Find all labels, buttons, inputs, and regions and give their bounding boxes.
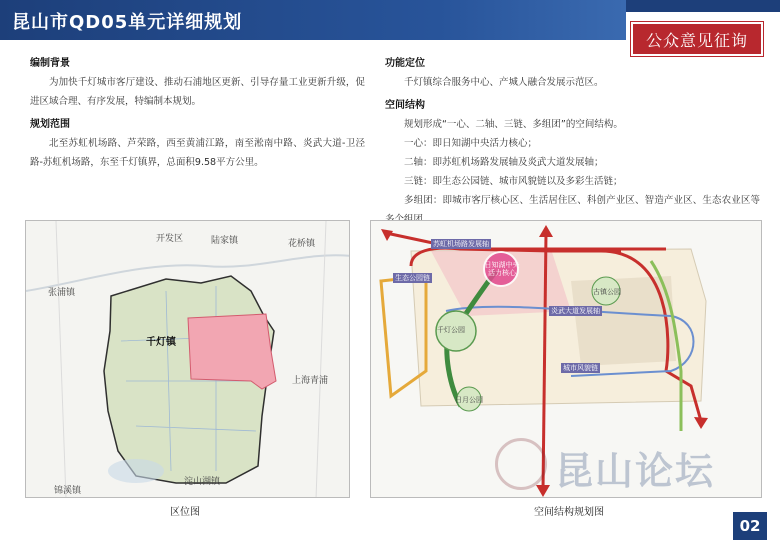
structure-item: 二轴：即苏虹机场路发展轴及炎武大道发展轴； [404,157,604,168]
label-dianshanhu: 淀山湖镇 [184,477,221,487]
page-number: 02 [733,512,767,540]
location-map [25,220,350,498]
location-map-graphic [26,221,350,498]
section-title-scope: 规划范围 [30,119,70,130]
watermark-text: 昆山论坛 [555,448,716,493]
header-tab [626,0,780,10]
structure-item: 一心：即日知湖中央活力核心； [404,138,538,149]
label-kaifaqu: 开发区 [156,234,184,244]
header-bar [0,0,626,40]
section-title-structure: 空间结构 [385,100,425,111]
structure-item: 多组团：即城市客厅核心区、生活居住区、科创产业区、智造产业区、生态农业区等 [404,195,760,206]
label-huaqiaozhen: 花桥镇 [288,239,316,249]
public-consultation-badge: 公众意见征询 [631,22,763,56]
section-body-function: 千灯镇综合服务中心、产城人融合发展示范区。 [404,77,604,88]
watermark-logo-icon [495,438,547,490]
label-airport-road-axis: 苏虹机场路发展轴 [433,240,489,248]
structure-intro: 规划形成“一心、二轴、三链、多组团”的空间结构。 [404,119,623,130]
label-gulu-park: 古镇公园 [593,288,621,296]
label-qiandeng-park: 千灯公园 [437,326,465,334]
right-text-column [385,54,760,229]
label-zhangpuzhen: 张浦镇 [48,288,76,298]
page-title: 昆山市QD05单元详细规划 [12,12,243,33]
label-lujiazhen: 陆家镇 [211,236,239,246]
caption-structure-map: 空间结构规划图 [534,507,604,518]
label-style-chain: 城市风貌链 [563,364,598,372]
structure-item: 三链：即生态公园链、城市风貌链以及多彩生活链； [404,176,623,187]
label-qiandengzhen: 千灯镇 [146,337,176,348]
section-title-function: 功能定位 [385,58,425,69]
section-body-scope: 北至苏虹机场路、芦荣路，西至黄浦江路，南至淞南中路、炎武大道-卫泾路-苏虹机场路，东至千灯镇界，总面积9.58平方公里。 [30,138,365,168]
section-title-background: 编制背景 [30,58,70,69]
section-body-background: 为加快千灯城市客厅建设、推动石浦地区更新、引导存量工业更新升级，促进区域合理、有序发展，特编制本规划。 [30,77,365,107]
label-center-core: 日知湖中央活力核心 [484,261,520,277]
label-riyue-park: 日月公园 [455,396,483,404]
label-shanghai-qingpu: 上海青浦 [292,376,329,386]
left-text-column [30,54,365,172]
caption-location-map: 区位图 [170,507,200,518]
label-jinxizhen: 锦溪镇 [54,486,82,496]
label-park-chain: 生态公园链 [395,274,430,282]
header-divider [626,10,780,12]
label-yanwu-road-axis: 炎武大道发展轴 [551,307,600,315]
